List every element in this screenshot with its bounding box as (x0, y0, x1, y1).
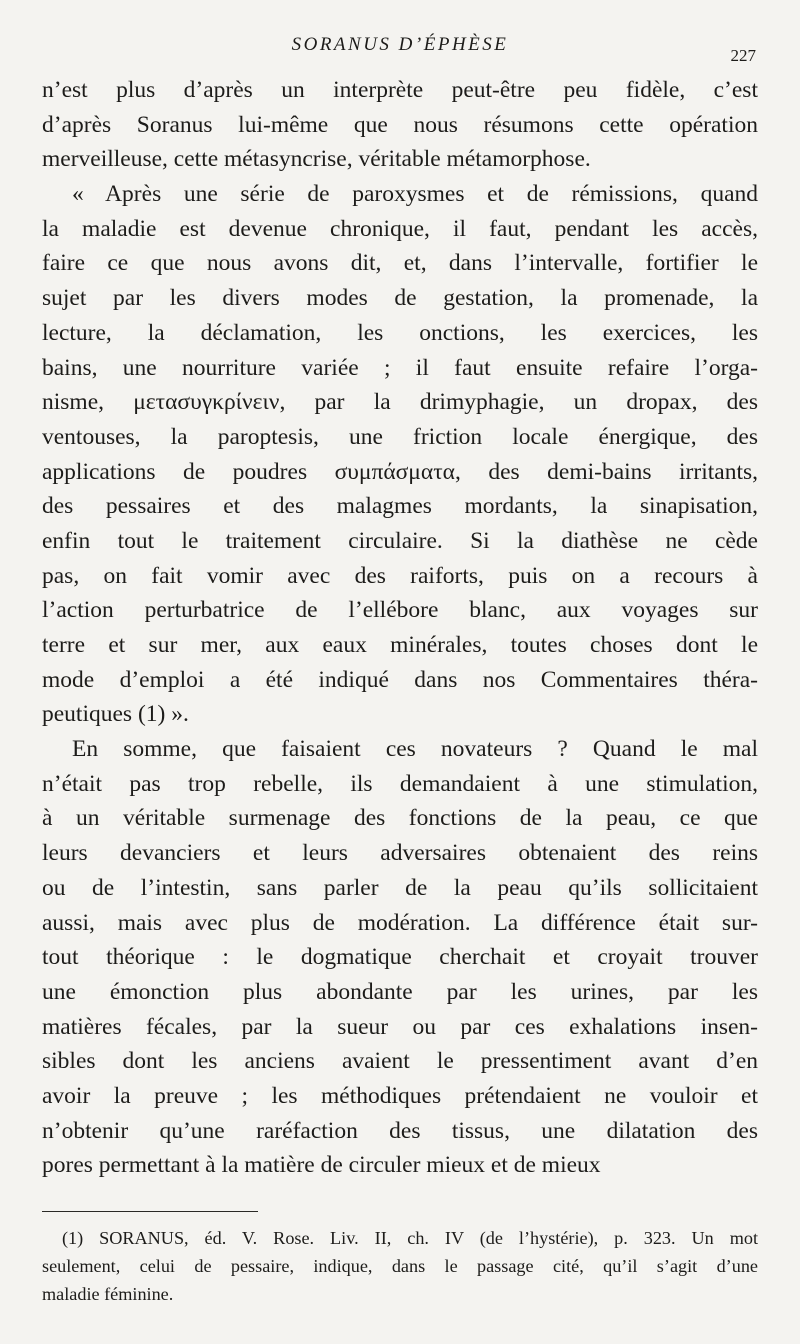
text-line: l’action perturbatrice de l’ellébore blanc, aux voyages sur (42, 597, 758, 624)
text-line: des pessaires et des malagmes mordants, la sinapisation, (42, 493, 758, 520)
text-line: En somme, que faisaient ces novateurs ? Quand le mal (72, 736, 758, 763)
text-line: sujet par les divers modes de gestation, la promenade, la (42, 285, 758, 312)
text-line: pas, on fait vomir avec des raiforts, puis on a recours à (42, 562, 758, 589)
text-line: matières fécales, par la sueur ou par ces exhalations insen- (42, 1013, 758, 1040)
footnotes (42, 1224, 758, 1308)
text-line: une émonction plus abondante par les urines, par les (42, 978, 758, 1005)
text-line: pores permettant à la matière de circuler mieux et de mieux (42, 1152, 601, 1179)
running-title: SORANUS D’ÉPHÈSE (291, 34, 509, 55)
paragraph (42, 177, 758, 732)
paragraph (42, 73, 758, 177)
page-header (0, 34, 800, 64)
text-line: la maladie est devenue chronique, il faut, pendant les accès, (42, 215, 758, 242)
text-line: n’obtenir qu’une raréfaction des tissus, une dilatation des (42, 1117, 758, 1144)
text-line: peutiques (1) ». (42, 701, 189, 728)
text-line: bains, une nourriture variée ; il faut ensuite refaire l’orga- (42, 354, 758, 381)
paragraph (42, 732, 758, 1183)
page-number: 227 (730, 46, 756, 65)
text-line: lecture, la déclamation, les onctions, les exercices, les (42, 319, 758, 346)
text-line: d’après Soranus lui-même que nous résumons cette opération (42, 111, 758, 138)
footnote (42, 1224, 758, 1308)
footnote-line: maladie féminine. (42, 1284, 174, 1304)
text-line: enfin tout le traitement circulaire. Si la diathèse ne cède (42, 527, 758, 554)
text-line: applications de poudres συμπάσματα, des demi-bains irritants, (42, 458, 758, 485)
text-line: n’était pas trop rebelle, ils demandaient à une stimulation, (42, 770, 758, 797)
text-line: sibles dont les anciens avaient le pressentiment avant d’en (42, 1048, 758, 1075)
footnote-line: (1) SORANUS, éd. V. Rose. Liv. II, ch. IV (de l’hystérie), p. 323. Un mot (62, 1228, 758, 1248)
text-line: n’est plus d’après un interprète peut-être peu fidèle, c’est (42, 77, 758, 103)
text-line: tout théorique : le dogmatique cherchait et croyait trouver (42, 944, 758, 971)
text-line: mode d’emploi a été indiqué dans nos Commentaires théra- (42, 666, 758, 693)
body-text (42, 73, 758, 1183)
footnote-line: seulement, celui de pessaire, indique, dans le passage cité, qu’il s’agit d’une (42, 1256, 758, 1276)
text-line: à un véritable surmenage des fonctions de la peau, ce que (42, 805, 758, 832)
text-line: « Après une série de paroxysmes et de rémissions, quand (72, 181, 758, 208)
text-line: terre et sur mer, aux eaux minérales, toutes choses dont le (42, 632, 758, 658)
text-line: avoir la preuve ; les méthodiques prétendaient ne vouloir et (42, 1082, 758, 1109)
footnote-rule (42, 1211, 258, 1212)
text-line: ou de l’intestin, sans parler de la peau qu’ils sollicitaient (42, 874, 758, 901)
text-line: aussi, mais avec plus de modération. La différence était sur- (42, 909, 758, 936)
text-line: nisme, μετασυγκρίνειν, par la drimyphagie, un dropax, des (42, 389, 758, 416)
text-line: ventouses, la paroptesis, une friction locale énergique, des (42, 423, 758, 450)
text-line: faire ce que nous avons dit, et, dans l’intervalle, fortifier le (42, 250, 758, 277)
text-line: merveilleuse, cette métasyncrise, véritable métamorphose. (42, 146, 591, 173)
text-line: leurs devanciers et leurs adversaires obtenaient des reins (42, 840, 758, 867)
